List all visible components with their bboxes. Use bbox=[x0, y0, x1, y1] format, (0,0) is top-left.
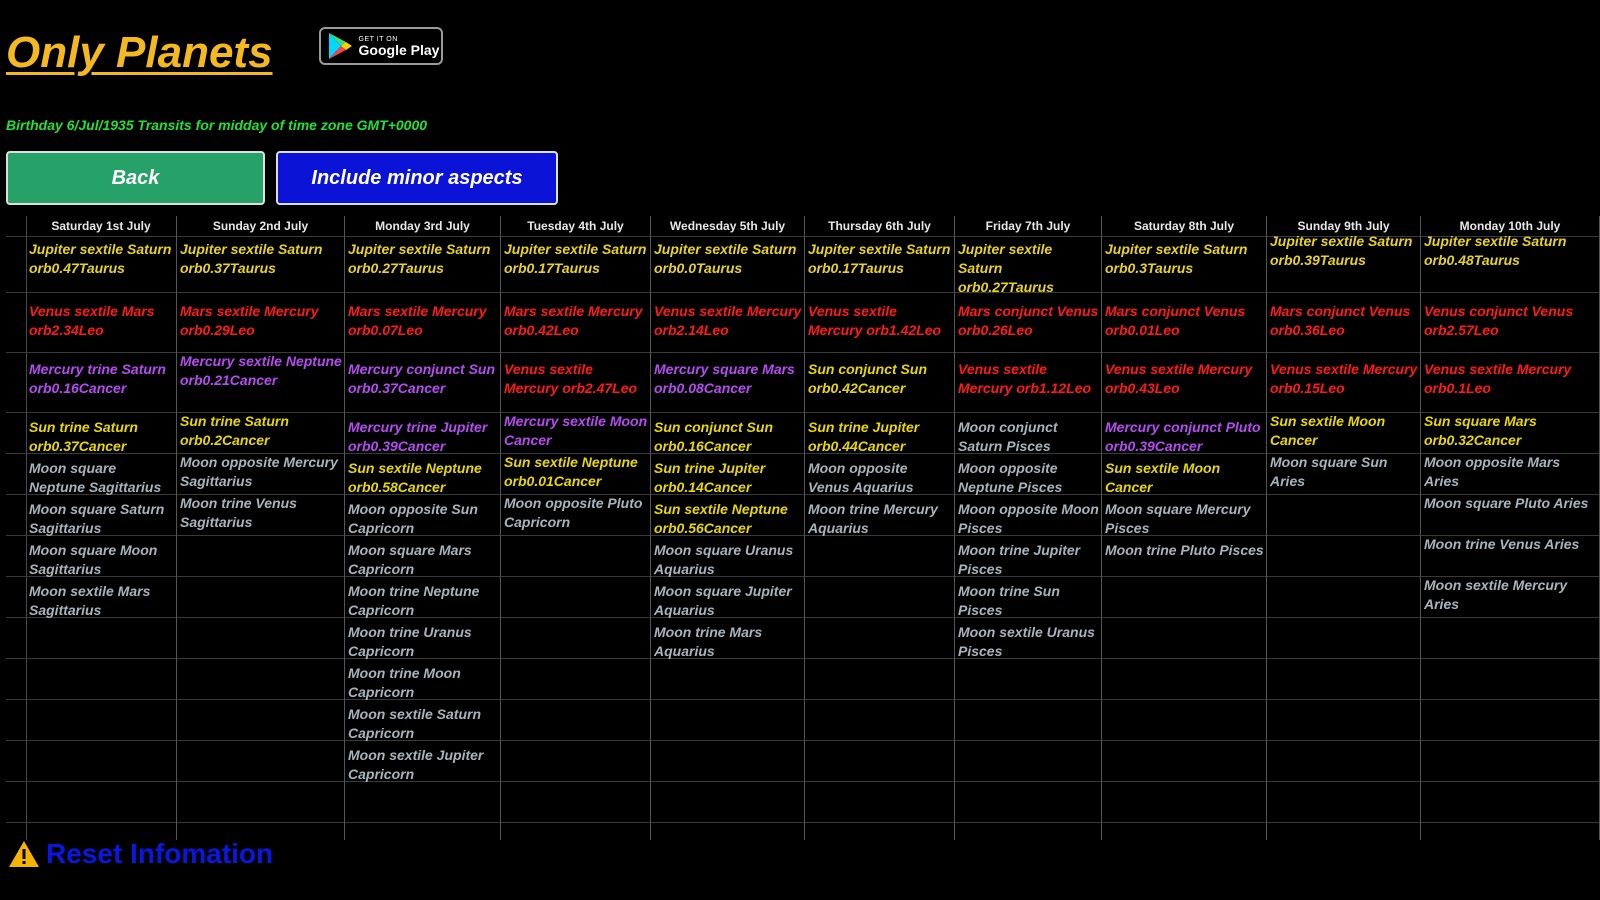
transit-cell: Mars sextile Mercury orb0.42Leo bbox=[504, 303, 643, 338]
transit-subtitle: Birthday 6/Jul/1935 Transits for midday of time zone GMT+0000 bbox=[6, 117, 428, 133]
badge-small-text: GET IT ON bbox=[358, 35, 398, 43]
transit-cell: Venus sextile Mercury orb0.15Leo bbox=[1270, 361, 1418, 396]
transit-cell: Moon sextile Jupiter Capricorn bbox=[348, 747, 484, 782]
transit-cell: Mercury conjunct Pluto orb0.39Cancer bbox=[1105, 419, 1261, 454]
transit-cell: Venus sextile Mercury orb0.1Leo bbox=[1424, 361, 1572, 396]
transit-cell: Moon sextile Mars Sagittarius bbox=[29, 583, 151, 618]
transit-cell: Venus sextile Mercury orb0.43Leo bbox=[1105, 361, 1253, 396]
transit-cell: Sun trine Saturn orb0.2Cancer bbox=[180, 413, 289, 448]
transit-cell: Jupiter sextile Saturn orb0.47Taurus bbox=[29, 241, 172, 276]
day-header: Saturday 1st July bbox=[51, 219, 151, 233]
transit-cell: Mercury sextile Moon Cancer bbox=[504, 413, 648, 448]
transit-cell: Moon opposite Pluto Capricorn bbox=[504, 495, 643, 530]
transit-cell: Moon square Sun Aries bbox=[1270, 454, 1388, 489]
transit-cell: Sun conjunct Sun orb0.16Cancer bbox=[654, 419, 773, 454]
transit-cell: Jupiter sextile Saturn orb0.27Taurus bbox=[348, 241, 491, 276]
transit-cell: Sun square Mars orb0.32Cancer bbox=[1424, 413, 1537, 448]
transit-cell: Jupiter sextile Saturn orb0.0Taurus bbox=[654, 241, 797, 276]
day-header: Monday 3rd July bbox=[375, 219, 470, 233]
transit-cell: Mercury sextile Neptune orb0.21Cancer bbox=[180, 353, 342, 388]
include-minor-aspects-button[interactable]: Include minor aspects bbox=[276, 151, 558, 205]
back-button[interactable]: Back bbox=[6, 151, 265, 205]
transit-cell: Jupiter sextile Saturn orb0.37Taurus bbox=[180, 241, 323, 276]
transit-cell: Moon trine Pluto Pisces bbox=[1105, 542, 1264, 558]
transit-cell: Moon opposite Neptune Pisces bbox=[958, 460, 1063, 495]
day-column bbox=[177, 216, 345, 840]
transit-cell: Mars sextile Mercury orb0.07Leo bbox=[348, 303, 487, 338]
google-play-badge[interactable] bbox=[319, 27, 443, 65]
transit-cell: Mercury square Mars orb0.08Cancer bbox=[654, 361, 795, 396]
day-column bbox=[1102, 216, 1267, 840]
transit-cell: Jupiter sextile Saturn orb0.17Taurus bbox=[808, 241, 951, 276]
day-header: Sunday 2nd July bbox=[212, 219, 309, 233]
day-column bbox=[651, 216, 805, 840]
transit-cell: Moon trine Neptune Capricorn bbox=[348, 583, 480, 618]
transit-cell: Moon opposite Moon Pisces bbox=[958, 501, 1099, 536]
day-header: Monday 10th July bbox=[1459, 219, 1561, 233]
transit-cell: Moon opposite Sun Capricorn bbox=[348, 501, 478, 536]
transit-cell: Mars sextile Mercury orb0.29Leo bbox=[180, 303, 319, 338]
day-header: Wednesday 5th July bbox=[669, 219, 786, 233]
transit-cell: Jupiter sextile Saturn orb0.39Taurus bbox=[1270, 233, 1413, 268]
table-gutter bbox=[6, 216, 27, 840]
transit-cell: Moon square Saturn Sagittarius bbox=[29, 501, 165, 536]
transit-cell: Moon square Neptune Sagittarius bbox=[29, 460, 162, 495]
transit-cell: Sun sextile Neptune orb0.58Cancer bbox=[348, 460, 482, 495]
day-column bbox=[345, 216, 501, 840]
transit-table bbox=[6, 216, 1600, 840]
transit-cell: Moon opposite Mars Aries bbox=[1424, 454, 1561, 489]
transit-cell: Moon trine Venus Sagittarius bbox=[180, 495, 297, 530]
reset-information-link[interactable]: Reset Infomation bbox=[46, 838, 274, 869]
transit-cell: Moon trine Sun Pisces bbox=[958, 583, 1060, 618]
transit-cell: Moon trine Venus Aries bbox=[1424, 536, 1580, 552]
day-header: Tuesday 4th July bbox=[527, 219, 624, 233]
google-play-icon bbox=[327, 32, 353, 60]
transit-cell: Jupiter sextile Saturn orb0.27Taurus bbox=[958, 241, 1054, 295]
transit-cell: Mercury trine Jupiter orb0.39Cancer bbox=[348, 419, 488, 454]
day-column bbox=[26, 216, 177, 840]
transit-cell: Venus sextile Mercury orb1.42Leo bbox=[808, 303, 942, 338]
transit-cell: Moon conjunct Saturn Pisces bbox=[958, 419, 1058, 454]
transit-cell: Moon square Pluto Aries bbox=[1424, 495, 1589, 511]
transit-cell: Sun sextile Neptune orb0.01Cancer bbox=[504, 454, 638, 489]
day-column bbox=[1267, 216, 1421, 840]
google-play-text bbox=[359, 36, 440, 57]
app-title-link[interactable]: Only Planets bbox=[6, 28, 273, 77]
transit-cell: Sun trine Jupiter orb0.14Cancer bbox=[654, 460, 766, 495]
day-header: Thursday 6th July bbox=[828, 219, 931, 233]
transit-cell: Moon trine Mercury Aquarius bbox=[808, 501, 938, 536]
footer bbox=[8, 838, 273, 870]
day-header: Friday 7th July bbox=[985, 219, 1071, 233]
transit-cell: Sun trine Saturn orb0.37Cancer bbox=[29, 419, 138, 454]
transit-cell: Moon square Moon Sagittarius bbox=[29, 542, 158, 577]
transit-cell: Sun conjunct Sun orb0.42Cancer bbox=[808, 361, 927, 396]
transit-cell: Venus conjunct Venus orb2.57Leo bbox=[1424, 303, 1574, 338]
transit-cell: Mercury conjunct Sun orb0.37Cancer bbox=[348, 361, 496, 396]
transit-cell: Mars conjunct Venus orb0.01Leo bbox=[1105, 303, 1246, 338]
warning-icon bbox=[8, 839, 40, 869]
day-column bbox=[805, 216, 955, 840]
transit-cell: Moon sextile Uranus Pisces bbox=[958, 624, 1095, 659]
transit-cell: Sun sextile Neptune orb0.56Cancer bbox=[654, 501, 788, 536]
transit-cell: Moon square Jupiter Aquarius bbox=[654, 583, 792, 618]
transit-cell: Moon trine Jupiter Pisces bbox=[958, 542, 1081, 577]
transit-cell: Sun sextile Moon Cancer bbox=[1270, 413, 1386, 448]
transit-cell: Venus sextile Mercury orb1.12Leo bbox=[958, 361, 1092, 396]
day-column bbox=[501, 216, 651, 840]
transit-cell: Mars conjunct Venus orb0.36Leo bbox=[1270, 303, 1411, 338]
transit-cell: Moon opposite Venus Aquarius bbox=[808, 460, 914, 495]
transit-cell: Moon square Mars Capricorn bbox=[348, 542, 472, 577]
transit-cell: Jupiter sextile Saturn orb0.48Taurus bbox=[1424, 233, 1567, 268]
transit-cell: Moon trine Moon Capricorn bbox=[348, 665, 461, 700]
transit-cell: Sun trine Jupiter orb0.44Cancer bbox=[808, 419, 920, 454]
badge-big-text: Google Play bbox=[358, 41, 440, 58]
transit-cell: Sun sextile Moon Cancer bbox=[1105, 460, 1221, 495]
transit-cell: Mars conjunct Venus orb0.26Leo bbox=[958, 303, 1099, 338]
transit-cell: Mercury trine Saturn orb0.16Cancer bbox=[29, 361, 166, 396]
transit-cell: Venus sextile Mercury orb2.47Leo bbox=[504, 361, 638, 396]
transit-cell: Venus sextile Mars orb2.34Leo bbox=[29, 303, 155, 338]
transit-cell: Venus sextile Mercury orb2.14Leo bbox=[654, 303, 802, 338]
day-column bbox=[955, 216, 1102, 840]
transit-cell: Moon trine Uranus Capricorn bbox=[348, 624, 472, 659]
day-column bbox=[1421, 216, 1600, 840]
transit-cell: Jupiter sextile Saturn orb0.3Taurus bbox=[1105, 241, 1248, 276]
day-header: Saturday 8th July bbox=[1133, 219, 1235, 233]
transit-cell: Moon square Mercury Pisces bbox=[1105, 501, 1251, 536]
transit-cell: Moon sextile Mercury Aries bbox=[1424, 577, 1568, 612]
transit-cell: Moon square Uranus Aquarius bbox=[654, 542, 794, 577]
transit-cell: Moon opposite Mercury Sagittarius bbox=[180, 454, 338, 489]
transit-cell: Jupiter sextile Saturn orb0.17Taurus bbox=[504, 241, 647, 276]
transit-cell: Moon trine Mars Aquarius bbox=[654, 624, 763, 659]
app-header bbox=[6, 28, 443, 78]
day-header: Sunday 9th July bbox=[1297, 219, 1390, 233]
transit-cell: Moon sextile Saturn Capricorn bbox=[348, 706, 482, 741]
